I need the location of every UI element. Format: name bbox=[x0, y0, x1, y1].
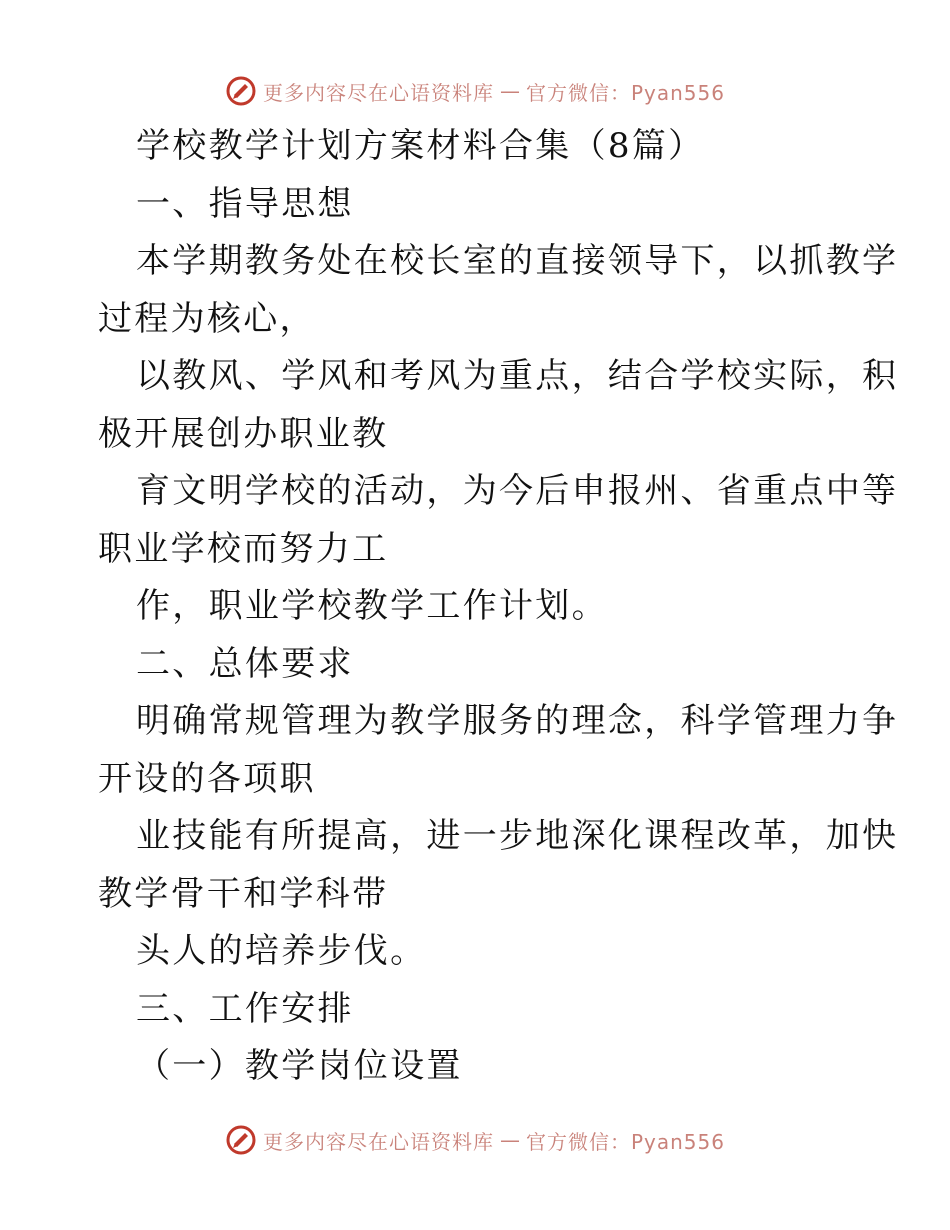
watermark-wechat-text: 官方微信：Pyan556 bbox=[525, 1129, 725, 1154]
watermark-site-text: 更多内容尽在心语资料库 bbox=[262, 1129, 494, 1154]
paragraph-line: 教学骨干和学科带 bbox=[98, 873, 389, 914]
header-watermark bbox=[0, 71, 950, 111]
paragraph-line: 开设的各项职 bbox=[98, 758, 316, 799]
watermark-separator: — bbox=[499, 1128, 520, 1152]
paragraph-line: 育文明学校的活动，为今后申报州、省重点中等 bbox=[136, 471, 899, 511]
book-pen-logo-icon bbox=[225, 75, 257, 107]
section-heading: 三、工作安排 bbox=[136, 988, 354, 1029]
watermark-wechat-text: 官方微信：Pyan556 bbox=[525, 80, 725, 105]
paragraph-line: 极开展创办职业教 bbox=[98, 413, 389, 454]
document-body bbox=[98, 118, 899, 1096]
section-heading: 一、指导思想 bbox=[136, 183, 354, 224]
paragraph-line: 业技能有所提高，进一步地深化课程改革，加快 bbox=[136, 816, 899, 856]
paragraph-line: 头人的培养步伐。 bbox=[136, 931, 427, 971]
paragraph-line: 过程为核心， bbox=[98, 298, 316, 339]
paragraph-line: 本学期教务处在校长室的直接领导下，以抓教学 bbox=[136, 241, 899, 281]
book-pen-logo-icon bbox=[225, 1124, 257, 1156]
section-heading: 二、总体要求 bbox=[136, 643, 354, 684]
footer-watermark bbox=[0, 1120, 950, 1160]
subsection-heading: （一）教学岗位设置 bbox=[136, 1046, 463, 1086]
paragraph-line: 明确常规管理为教学服务的理念，科学管理力争 bbox=[136, 701, 899, 741]
document-title: 学校教学计划方案材料合集（8篇） bbox=[136, 126, 705, 166]
watermark-site-text: 更多内容尽在心语资料库 bbox=[262, 80, 494, 105]
paragraph-line: 职业学校而努力工 bbox=[98, 528, 389, 569]
watermark-separator: — bbox=[499, 79, 520, 103]
paragraph-line: 作，职业学校教学工作计划。 bbox=[136, 586, 608, 626]
paragraph-line: 以教风、学风和考风为重点，结合学校实际，积 bbox=[136, 356, 899, 396]
